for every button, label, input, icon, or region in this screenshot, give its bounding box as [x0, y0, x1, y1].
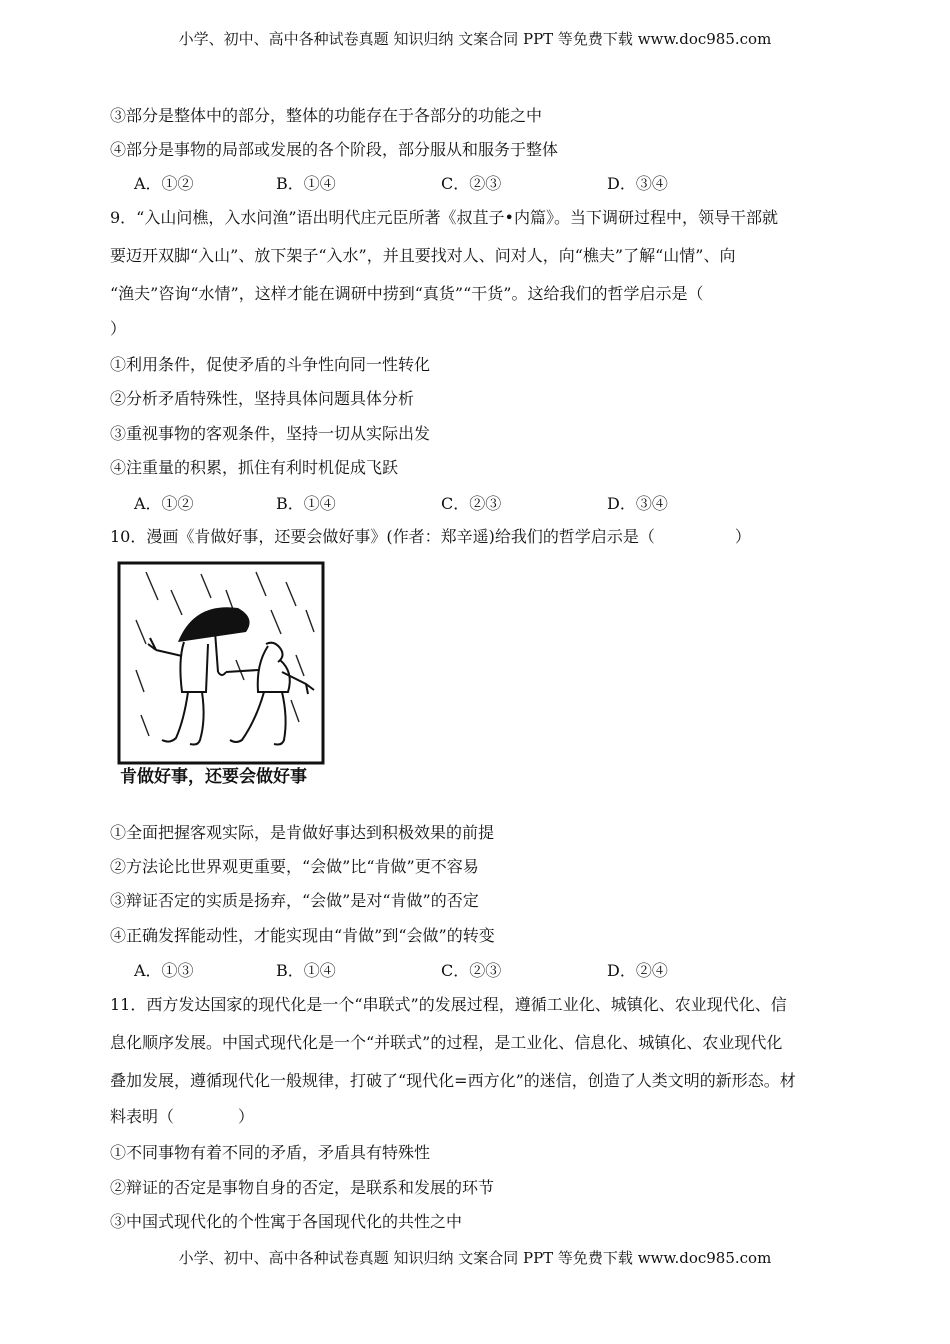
q9-item-3: ③重视事物的客观条件，坚持一切从实际出发: [110, 424, 431, 443]
q9-stem-line-1: 9．“入山问樵，入水问渔”语出明代庄元臣所著《叔苴子•内篇》。当下调研过程中，领导干部就: [110, 208, 778, 227]
q10-option-a: A．①③: [134, 961, 194, 980]
q8-item-3: ③部分是整体中的部分，整体的功能存在于各部分的功能之中: [110, 106, 543, 125]
q11-item-2: ②辩证的否定是事物自身的否定，是联系和发展的环节: [110, 1178, 495, 1197]
q10-option-d: D．②④: [607, 961, 668, 980]
q10-item-1: ①全面把握客观实际，是肯做好事达到积极效果的前提: [110, 823, 495, 842]
q11-stem-line-4: 料表明（ ）: [110, 1107, 255, 1126]
q8-item-4: ④部分是事物的局部或发展的各个阶段，部分服从和服务于整体: [110, 140, 559, 159]
q11-item-1: ①不同事物有着不同的矛盾，矛盾具有特殊性: [110, 1143, 431, 1162]
q9-option-d: D．③④: [607, 494, 668, 513]
cartoon-illustration: [116, 560, 328, 790]
q9-item-4: ④注重量的积累，抓住有利时机促成飞跃: [110, 458, 399, 477]
header-banner: 小学、初中、高中各种试卷真题 知识归纳 文案合同 PPT 等免费下载 www.doc985.com: [178, 30, 772, 48]
q9-item-2: ②分析矛盾特殊性，坚持具体问题具体分析: [110, 389, 415, 408]
q9-stem-line-3: “渔夫”咨询“水情”，这样才能在调研中捞到“真货”“干货”。这给我们的哲学启示是（: [110, 284, 704, 303]
q9-option-a: A．①②: [134, 494, 194, 513]
q8-option-b: B．①④: [276, 174, 336, 193]
q9-options: [0, 494, 950, 514]
cartoon-caption: 肯做好事，还要会做好事: [120, 767, 307, 787]
q9-stem-line-4: ）: [110, 319, 127, 338]
q8-option-d: D．③④: [607, 174, 668, 193]
q10-item-3: ③辩证否定的实质是扬弃，“会做”是对“肯做”的否定: [110, 891, 479, 910]
q8-options: [0, 174, 950, 194]
footer-banner: 小学、初中、高中各种试卷真题 知识归纳 文案合同 PPT 等免费下载 www.doc985.com: [178, 1249, 772, 1267]
q10-item-2: ②方法论比世界观更重要，“会做”比“肯做”更不容易: [110, 857, 479, 876]
q10-option-c: C．②③: [441, 961, 502, 980]
q9-item-1: ①利用条件，促使矛盾的斗争性向同一性转化: [110, 355, 431, 374]
q10-option-b: B．①④: [276, 961, 336, 980]
q8-option-c: C．②③: [441, 174, 502, 193]
q9-option-b: B．①④: [276, 494, 336, 513]
q11-stem-line-1: 11．西方发达国家的现代化是一个“串联式”的发展过程，遵循工业化、城镇化、农业现代化、信: [110, 995, 787, 1014]
q9-option-c: C．②③: [441, 494, 502, 513]
q11-stem-line-2: 息化顺序发展。中国式现代化是一个“并联式”的过程，是工业化、信息化、城镇化、农业现代化: [110, 1033, 783, 1052]
q11-item-3: ③中国式现代化的个性寓于各国现代化的共性之中: [110, 1212, 463, 1231]
q10-item-4: ④正确发挥能动性，才能实现由“肯做”到“会做”的转变: [110, 926, 495, 945]
q11-stem-line-3: 叠加发展，遵循现代化一般规律，打破了“现代化=西方化”的迷信，创造了人类文明的新形态。材: [110, 1071, 796, 1090]
q10-options: [0, 961, 950, 981]
q9-stem-line-2: 要迈开双脚“入山”、放下架子“入水”，并且要找对人、问对人，向“樵夫”了解“山情”、向: [110, 246, 736, 265]
q10-stem: 10．漫画《肯做好事，还要会做好事》(作者：郑辛遥)给我们的哲学启示是（ ）: [110, 527, 751, 546]
q8-option-a: A．①②: [134, 174, 194, 193]
